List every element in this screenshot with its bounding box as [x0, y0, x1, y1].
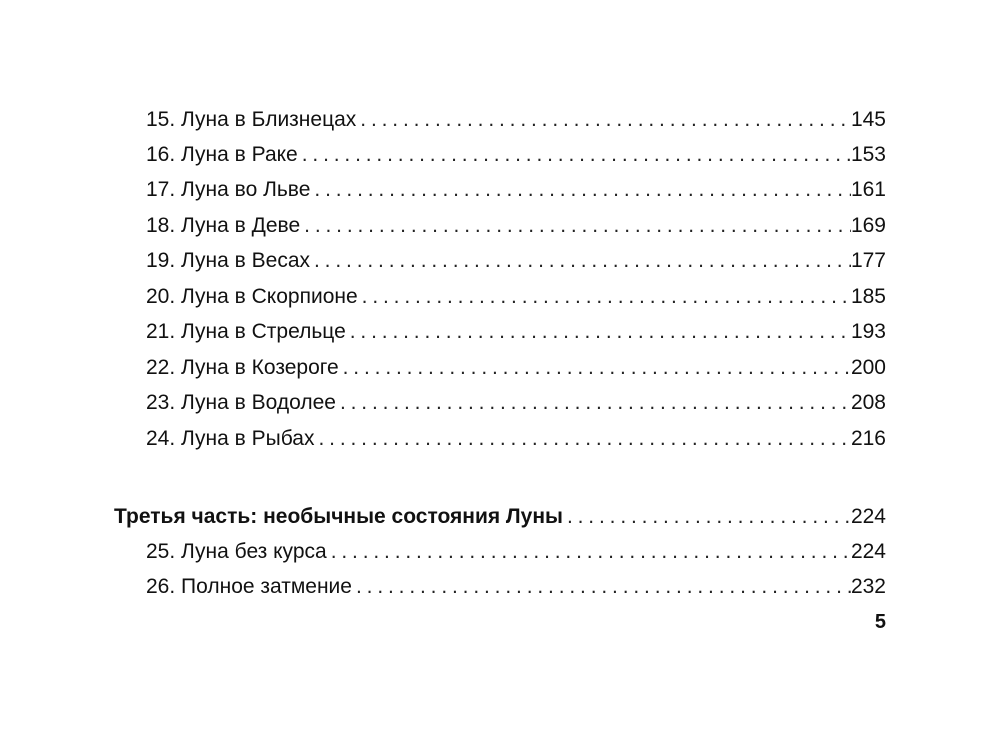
toc-entry-15	[146, 106, 886, 134]
toc-part-title: Третья часть: необычные состояния Луны	[114, 505, 563, 528]
dot-leader	[336, 389, 851, 417]
toc-entry-title: 19. Луна в Весах	[146, 249, 311, 272]
dot-leader	[346, 318, 851, 346]
dot-leader	[327, 538, 851, 566]
toc-entry-16	[146, 141, 886, 169]
dot-leader	[356, 106, 851, 134]
toc-entry-page: 208	[850, 391, 886, 414]
dot-leader	[339, 354, 851, 382]
toc-entry-page: 232	[850, 575, 886, 598]
toc-entry-title: 18. Луна в Деве	[146, 214, 301, 237]
toc-entry-page: 161	[850, 178, 886, 201]
dot-leader	[358, 283, 851, 311]
toc-entry-page: 153	[850, 143, 886, 166]
toc-entry-page: 193	[850, 320, 886, 343]
toc-entry-21	[146, 318, 886, 346]
toc-entry-17	[146, 176, 886, 204]
toc-part-heading	[114, 503, 886, 531]
toc-entry-title: 17. Луна во Льве	[146, 178, 311, 201]
toc-entry-title: 25. Луна без курса	[146, 540, 327, 563]
toc-entry-page: 216	[850, 427, 886, 450]
toc-entry-19	[146, 247, 886, 275]
toc-entry-25	[146, 538, 886, 566]
toc-entry-page: 200	[850, 356, 886, 379]
toc-entry-page: 145	[850, 108, 886, 131]
dot-leader	[563, 503, 851, 531]
dot-leader	[310, 176, 851, 204]
toc-entry-22	[146, 354, 886, 382]
toc-entry-title: 20. Луна в Скорпионе	[146, 285, 358, 308]
toc-entry-title: 23. Луна в Водолее	[146, 391, 336, 414]
dot-leader	[352, 573, 851, 601]
toc-entry-page: 177	[850, 249, 886, 272]
toc-entry-title: 26. Полное затмение	[146, 575, 352, 598]
toc-entry-20	[146, 283, 886, 311]
toc-entry-title: 16. Луна в Раке	[146, 143, 298, 166]
toc-entry-18	[146, 212, 886, 240]
toc-entry-26	[146, 573, 886, 601]
toc-part-page: 224	[850, 505, 886, 528]
toc-entry-page: 169	[850, 214, 886, 237]
toc-entry-title: 15. Луна в Близнецах	[146, 108, 357, 131]
toc-entry-title: 21. Луна в Стрельце	[146, 320, 346, 343]
dot-leader	[300, 212, 851, 240]
dot-leader	[314, 425, 850, 453]
toc-entry-24	[146, 425, 886, 453]
toc-entry-page: 224	[850, 540, 886, 563]
toc-entry-title: 24. Луна в Рыбах	[146, 427, 315, 450]
page-number: 5	[874, 611, 886, 633]
dot-leader	[298, 141, 851, 169]
toc-entry-23	[146, 389, 886, 417]
toc-entry-page: 185	[850, 285, 886, 308]
toc-entry-title: 22. Луна в Козероге	[146, 356, 339, 379]
dot-leader	[310, 247, 851, 275]
